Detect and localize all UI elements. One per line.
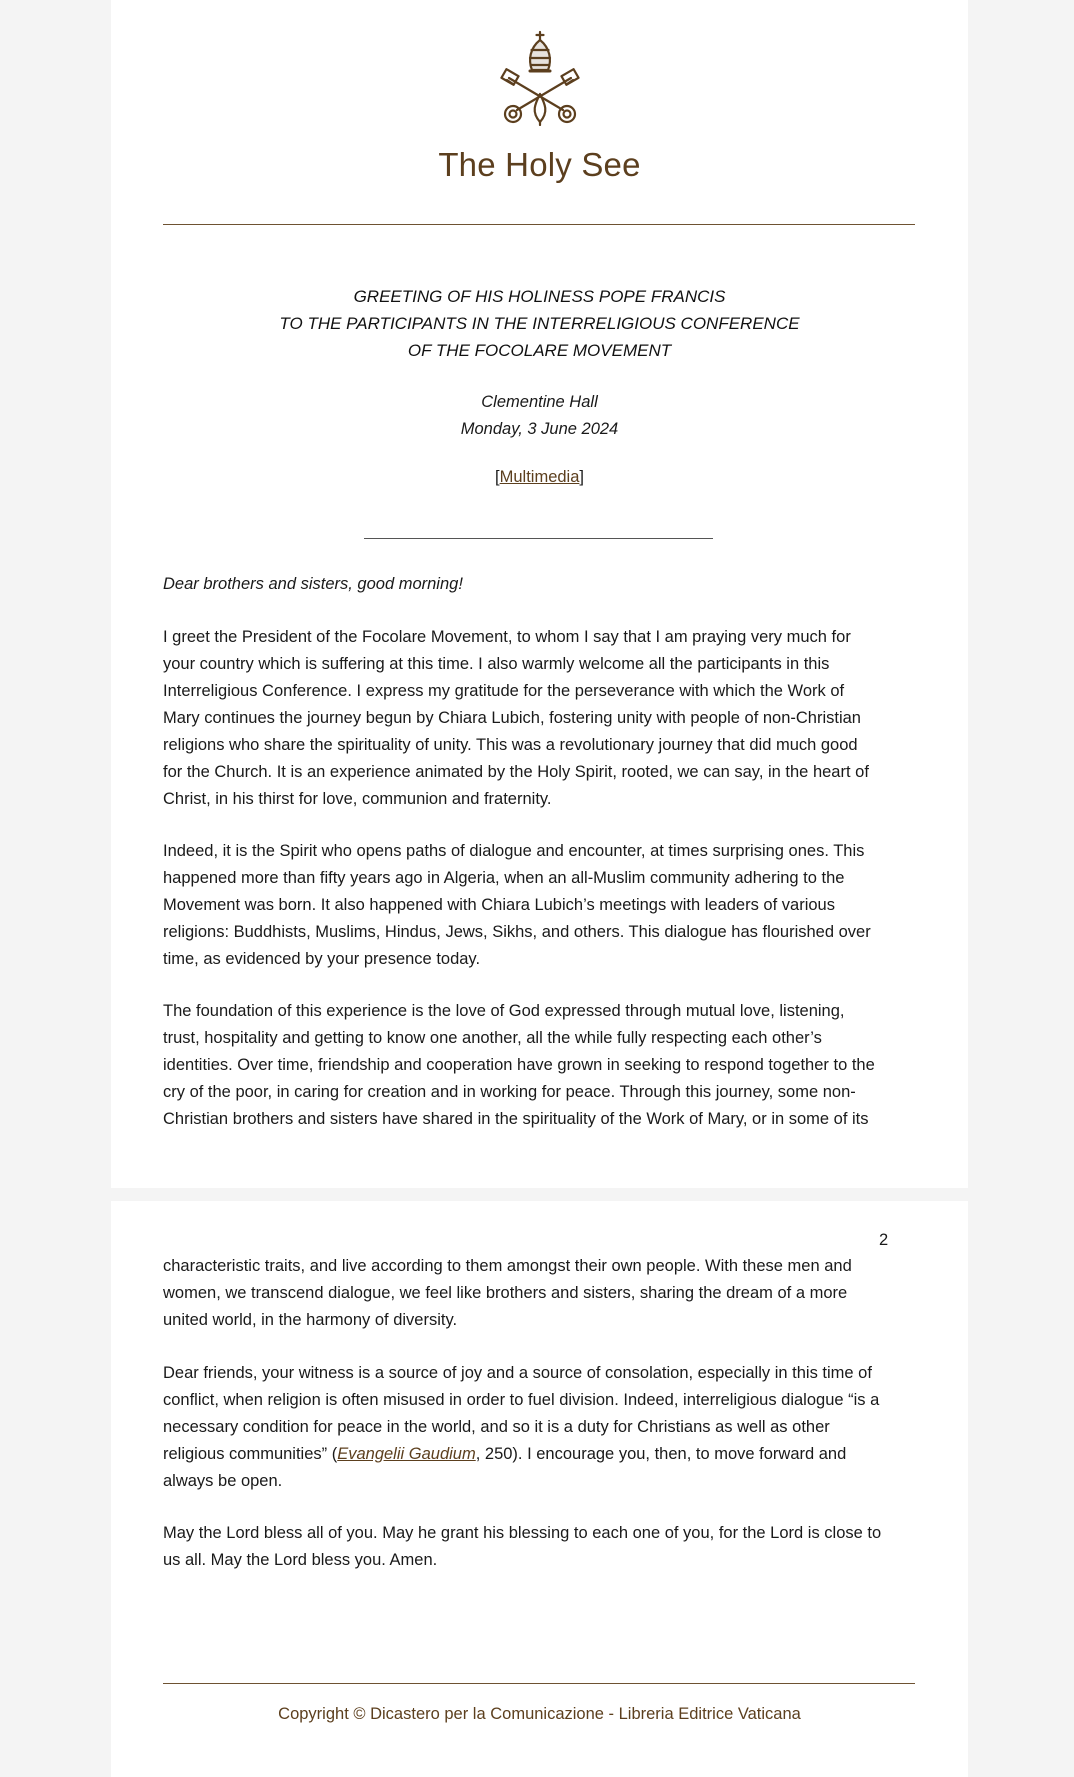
paragraph-5 [163, 1360, 933, 1495]
text-fragment: religious communities” ( [163, 1445, 338, 1463]
venue-info [111, 389, 968, 443]
text-line: your country which is suffering at this time. I also warmly welcome all the participants in this [163, 655, 830, 673]
paragraph-6 [163, 1520, 933, 1574]
text-line: Dear friends, your witness is a source of joy and a source of consolation, especially in this time of [163, 1364, 872, 1382]
text-line: for the Church. It is an experience animated by the Holy Spirit, rooted, we can say, in the heart of [163, 763, 869, 781]
text-line: united world, in the harmony of diversity. [163, 1311, 458, 1329]
text-line: Christ, in his thirst for love, communion and fraternity. [163, 790, 552, 808]
text-line: us all. May the Lord bless you. Amen. [163, 1551, 438, 1569]
text-line: happened more than fifty years ago in Algeria, when an all-Muslim community adhering to the [163, 869, 845, 887]
evangelii-gaudium-link[interactable]: Evangelii Gaudium [337, 1445, 476, 1463]
text-line: Indeed, it is the Spirit who opens paths of dialogue and encounter, at times surprising ones. This [163, 842, 865, 860]
paragraph-2 [163, 838, 933, 973]
text-line: Movement was born. It also happened with Chiara Lubich’s meetings with leaders of various [163, 896, 835, 914]
heading-line: GREETING OF HIS HOLINESS POPE FRANCIS [353, 287, 726, 306]
text-line: necessary condition for peace in the world, and so it is a duty for Christians as well as other [163, 1418, 830, 1436]
multimedia-link-wrapper [111, 468, 968, 487]
venue-place: Clementine Hall [481, 393, 598, 411]
copyright-notice: Copyright © Dicastero per la Comunicazione - Libreria Editrice Vaticana [278, 1705, 801, 1723]
text-line: identities. Over time, friendship and cooperation have grown in seeking to respond together to the [163, 1056, 875, 1074]
heading-line: OF THE FOCOLARE MOVEMENT [407, 341, 672, 360]
text-line: I greet the President of the Focolare Movement, to whom I say that I am praying very much for [163, 628, 851, 646]
text-line: religions who share the spirituality of unity. This was a revolutionary journey that did much good [163, 736, 858, 754]
text-line [163, 1441, 933, 1468]
heading-line: TO THE PARTICIPANTS IN THE INTERRELIGIOUS CONFERENCE [279, 314, 800, 333]
page-number: 2 [879, 1231, 889, 1249]
paragraph-3 [163, 998, 933, 1133]
text-line: always be open. [163, 1472, 283, 1490]
paragraph-1 [163, 624, 933, 813]
header-divider [163, 224, 915, 225]
text-line: Christian brothers and sisters have shared in the spirituality of the Work of Mary, or in some of its [163, 1110, 869, 1128]
document-page-2 [111, 1201, 968, 1777]
multimedia-link[interactable]: Multimedia [499, 468, 580, 486]
text-line: The foundation of this experience is the love of God expressed through mutual love, listening, [163, 1002, 845, 1020]
venue-date: Monday, 3 June 2024 [460, 420, 619, 438]
text-line: Interreligious Conference. I express my gratitude for the perseverance with which the Work of [163, 682, 845, 700]
text-fragment: , 250). I encourage you, then, to move forward and [475, 1445, 847, 1463]
text-line: time, as evidenced by your presence today. [163, 950, 481, 968]
section-divider [364, 538, 713, 539]
text-line: conflict, when religion is often misused in order to fuel division. Indeed, interreligious dialogue “is a [163, 1391, 880, 1409]
text-line: religions: Buddhists, Muslims, Hindus, Jews, Sikhs, and others. This dialogue has flourished over [163, 923, 871, 941]
footer-divider [163, 1683, 915, 1684]
text-line: characteristic traits, and live according to them amongst their own people. With these men and [163, 1257, 852, 1275]
paragraph-4 [163, 1253, 933, 1334]
document-page-1 [111, 0, 968, 1188]
greeting-line: Dear brothers and sisters, good morning! [163, 575, 463, 593]
document-heading [111, 283, 968, 364]
text-line: May the Lord bless all of you. May he grant his blessing to each one of you, for the Lord is close to [163, 1524, 882, 1542]
bracket: [ [495, 468, 500, 486]
bracket: ] [579, 468, 584, 486]
site-title[interactable]: The Holy See [438, 146, 641, 183]
text-line: trust, hospitality and getting to know one another, all the while fully respecting each other’s [163, 1029, 822, 1047]
text-line: Mary continues the journey begun by Chiara Lubich, fostering unity with people of non-Christian [163, 709, 861, 727]
text-line: cry of the poor, in caring for creation and in working for peace. Through this journey, some non- [163, 1083, 856, 1101]
papal-keys-tiara-icon [497, 30, 583, 126]
text-line: women, we transcend dialogue, we feel like brothers and sisters, sharing the dream of a more [163, 1284, 848, 1302]
